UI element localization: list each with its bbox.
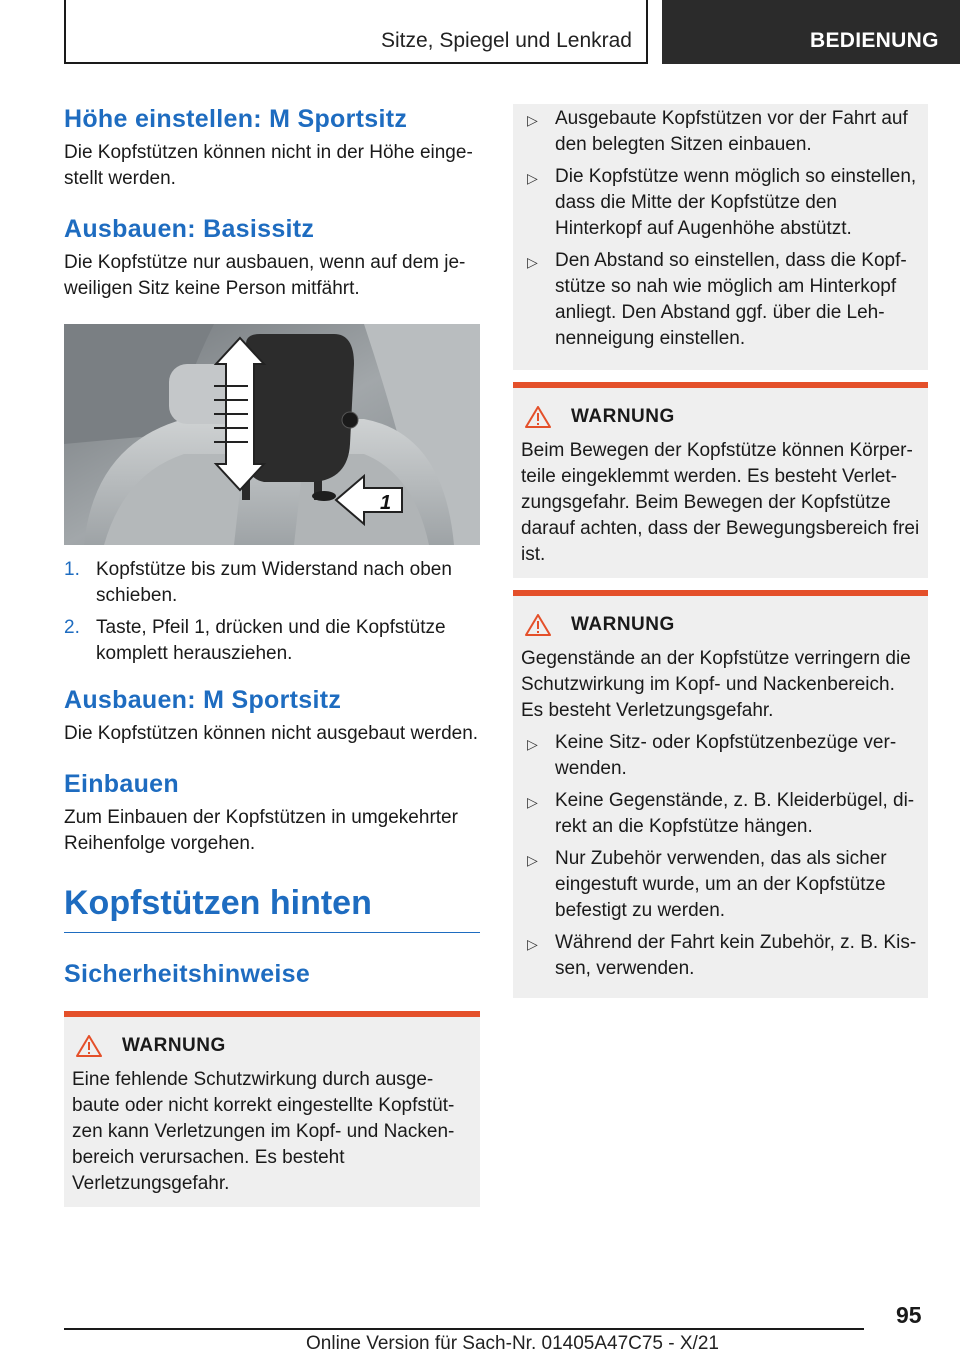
right-column xyxy=(513,104,928,998)
warning-label: WARNUNG xyxy=(122,1035,226,1056)
section-remove-basic xyxy=(64,214,480,302)
section-title: Einbauen xyxy=(64,770,179,798)
section-body: Die Kopfstützen können nicht ausgebaut werden. xyxy=(64,723,479,744)
headrest-photo-graphic xyxy=(64,324,480,545)
list-item: ▷ Keine Sitz- oder Kopfstützenbezüge verwenden. xyxy=(527,732,897,779)
header-section-frame xyxy=(64,0,648,64)
footer-text: Online Version für Sach-Nr. 01405A47C75 - X/21 xyxy=(306,1333,719,1354)
triangle-right-icon: ▷ xyxy=(527,112,538,128)
section-body: Die Kopfstütze nur ausbauen, wenn auf dem jeweiligen Sitz keine Person mitfährt. xyxy=(64,252,466,299)
headrest-illustration xyxy=(64,324,480,545)
section-title: Ausbauen: Basissitz xyxy=(64,215,315,243)
left-column xyxy=(64,104,480,1207)
page-number: 95 xyxy=(896,1302,922,1328)
triangle-right-icon: ▷ xyxy=(527,170,538,186)
warning-heading xyxy=(521,406,920,428)
list-item: ▷ Nur Zubehör verwenden, das als sicher eingestuft wurde, um an der Kopfstütze befestigt zu werden. xyxy=(527,848,887,921)
warning-heading xyxy=(72,1035,472,1057)
section-title: Ausbauen: M Sportsitz xyxy=(64,686,342,714)
warning-box xyxy=(513,382,928,578)
warning-body: Eine fehlende Schutzwirkung durch ausgebaute oder nicht korrekt eingestellte Kopfstützen kann Verletzungen im Kopf- und Nackenbereich verursachen. Es besteht Verletzungsgefahr. xyxy=(72,1069,455,1194)
warning-body: Beim Bewegen der Kopfstütze können Körperteile eingeklemmt werden. Es besteht Verletzungsgefahr. Beim Bewegen der Kopfstütze darauf achten, dass der Bewegungsbereich frei ist. xyxy=(521,440,920,565)
callout-number: 1 xyxy=(380,492,392,514)
section-body: Zum Einbauen der Kopfstützen in umgekehrter Reihenfolge vorgehen. xyxy=(64,807,458,854)
subsection-title: Sicherheitshinweise xyxy=(64,960,311,988)
warning-box xyxy=(64,1011,480,1207)
header-chapter-tab xyxy=(662,0,960,64)
instruction-list xyxy=(513,106,920,352)
footer-divider xyxy=(64,1328,864,1330)
triangle-right-icon: ▷ xyxy=(527,936,538,952)
instruction-box xyxy=(513,104,928,370)
triangle-right-icon: ▷ xyxy=(527,736,538,752)
removal-steps xyxy=(64,557,480,667)
warning-triangle-icon xyxy=(525,406,551,428)
header-chapter-title: BEDIENUNG xyxy=(810,29,939,52)
list-item: 1. Kopfstütze bis zum Widerstand nach oben schieben. xyxy=(64,559,452,606)
list-item: ▷ Ausgebaute Kopfstützen vor der Fahrt auf den belegten Sitzen einbauen. xyxy=(527,108,908,155)
warning-triangle-icon xyxy=(76,1035,102,1057)
list-item: ▷ Die Kopfstütze wenn möglich so einstellen, dass die Mitte der Kopfstütze den Hinterkopf auf Augenhöhe abstützt. xyxy=(527,166,917,239)
warning-list xyxy=(513,730,920,982)
chapter-title: Kopfstützen hinten xyxy=(64,883,480,933)
warning-box xyxy=(513,590,928,998)
list-item: ▷ Den Abstand so einstellen, dass die Kopfstütze so nah wie möglich am Hinterkopf anliegt. Den Abstand ggf. über die Lehnenneigung einstellen. xyxy=(527,250,907,349)
warning-triangle-icon xyxy=(525,614,551,636)
list-item: ▷ Keine Gegenstände, z. B. Kleiderbügel, direkt an die Kopfstütze hängen. xyxy=(527,790,915,837)
list-item: 2. Taste, Pfeil 1, drücken und die Kopfstütze komplett herausziehen. xyxy=(64,617,446,664)
section-height-m-sport xyxy=(64,104,480,192)
triangle-right-icon: ▷ xyxy=(527,852,538,868)
section-title: Höhe einstellen: M Sportsitz xyxy=(64,105,408,133)
header-section-title: Sitze, Spiegel und Lenkrad xyxy=(380,29,632,52)
section-remove-m-sport xyxy=(64,685,480,747)
section-body: Die Kopfstützen können nicht in der Höhe eingestellt werden. xyxy=(64,142,473,189)
warning-label: WARNUNG xyxy=(571,614,675,635)
warning-heading xyxy=(521,614,920,636)
triangle-right-icon: ▷ xyxy=(527,254,538,270)
section-install xyxy=(64,769,480,857)
warning-body: Gegenstände an der Kopfstütze verringern die Schutzwirkung im Kopf- und Nackenbereich. Es besteht Verletzungsgefahr. xyxy=(521,648,911,721)
triangle-right-icon: ▷ xyxy=(527,794,538,810)
list-item: ▷ Während der Fahrt kein Zubehör, z. B. Kissen, verwenden. xyxy=(527,932,917,979)
warning-label: WARNUNG xyxy=(571,406,675,427)
